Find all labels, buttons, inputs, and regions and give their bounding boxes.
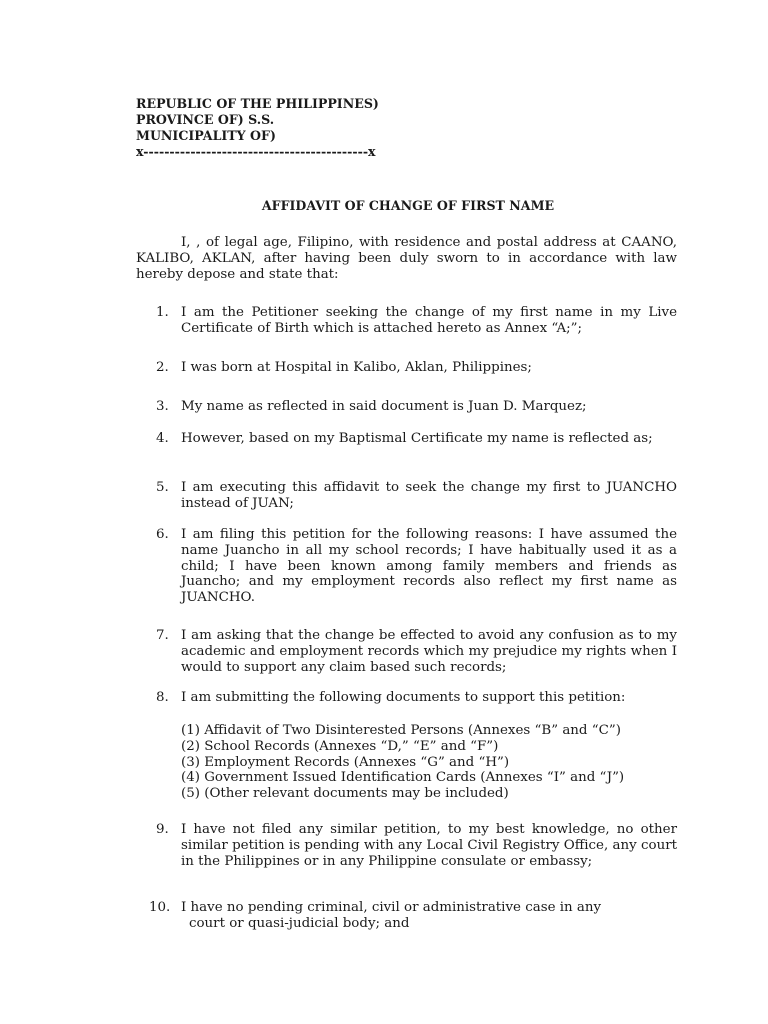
item-text: I am filing this petition for the following reasons: I have assumed the name Juancho in all my school records; I have habitually used it as a child; I have been known among family members and friends as Juancho; and my employment records also reflect my first name as JUANCHO.: [181, 527, 677, 606]
item-text: I am submitting the following documents to support this petition:: [181, 690, 626, 705]
document-entry: (3) Employment Records (Annexes “G” and “H”): [181, 754, 510, 770]
supporting-documents-list: [181, 723, 677, 802]
intro-paragraph: I, , of legal age, Filipino, with residence and postal address at CAANO, KALIBO, AKLAN, after having been duly sworn to in accordance with law hereby depose and state that:: [136, 235, 677, 282]
venue-header: [136, 96, 556, 160]
item-number: 5.: [156, 480, 169, 495]
item-number: 6.: [156, 527, 169, 542]
document-title: AFFIDAVIT OF CHANGE OF FIRST NAME: [261, 198, 555, 213]
item-number: 9.: [156, 822, 169, 837]
document-entry: (1) Affidavit of Two Disinterested Persons (Annexes “B” and “C”): [181, 723, 621, 738]
item-text: My name as reflected in said document is Juan D. Marquez;: [181, 399, 587, 414]
item-number: 1.: [156, 305, 169, 320]
item-text: I was born at Hospital in Kalibo, Aklan, Philippines;: [181, 360, 532, 375]
document-entry: (2) School Records (Annexes “D,” “E” and “F”): [181, 738, 499, 754]
item-text-continuation: court or quasi-judicial body; and: [189, 915, 410, 931]
item-text-first-line: I have no pending criminal, civil or administrative case in any: [181, 900, 602, 915]
item-number: 3.: [156, 399, 169, 414]
item-number: 4.: [156, 431, 169, 446]
item-text: [181, 900, 677, 932]
header-separator: x-------------------------------------------x: [136, 144, 376, 159]
item-number: 8.: [156, 690, 169, 705]
header-municipality: MUNICIPALITY OF): [136, 128, 276, 143]
document-entry: (4) Government Issued Identification Cards (Annexes “I” and “J”): [181, 770, 625, 786]
document-entry: (5) (Other relevant documents may be included): [181, 786, 509, 802]
item-number: 2.: [156, 360, 169, 375]
item-text: I have not filed any similar petition, to my best knowledge, no other similar petition is pending with any Local Civil Registry Office, any court in the Philippines or in any Philippine consulate or embassy;: [181, 822, 677, 869]
item-text: I am the Petitioner seeking the change of my first name in my Live Certificate of Birth which is attached hereto as Annex “A;”;: [181, 305, 677, 336]
item-number: 7.: [156, 628, 169, 643]
item-text: However, based on my Baptismal Certificate my name is reflected as;: [181, 431, 653, 446]
header-republic: REPUBLIC OF THE PHILIPPINES): [136, 96, 379, 111]
item-number: 10.: [149, 900, 171, 915]
item-text: I am executing this affidavit to seek the change my first to JUANCHO instead of JUAN;: [181, 480, 677, 511]
item-text: I am asking that the change be effected to avoid any confusion as to my academic and employment records which my prejudice my rights when I would to support any claim based such records;: [181, 628, 677, 675]
header-province: PROVINCE OF) S.S.: [136, 112, 275, 127]
